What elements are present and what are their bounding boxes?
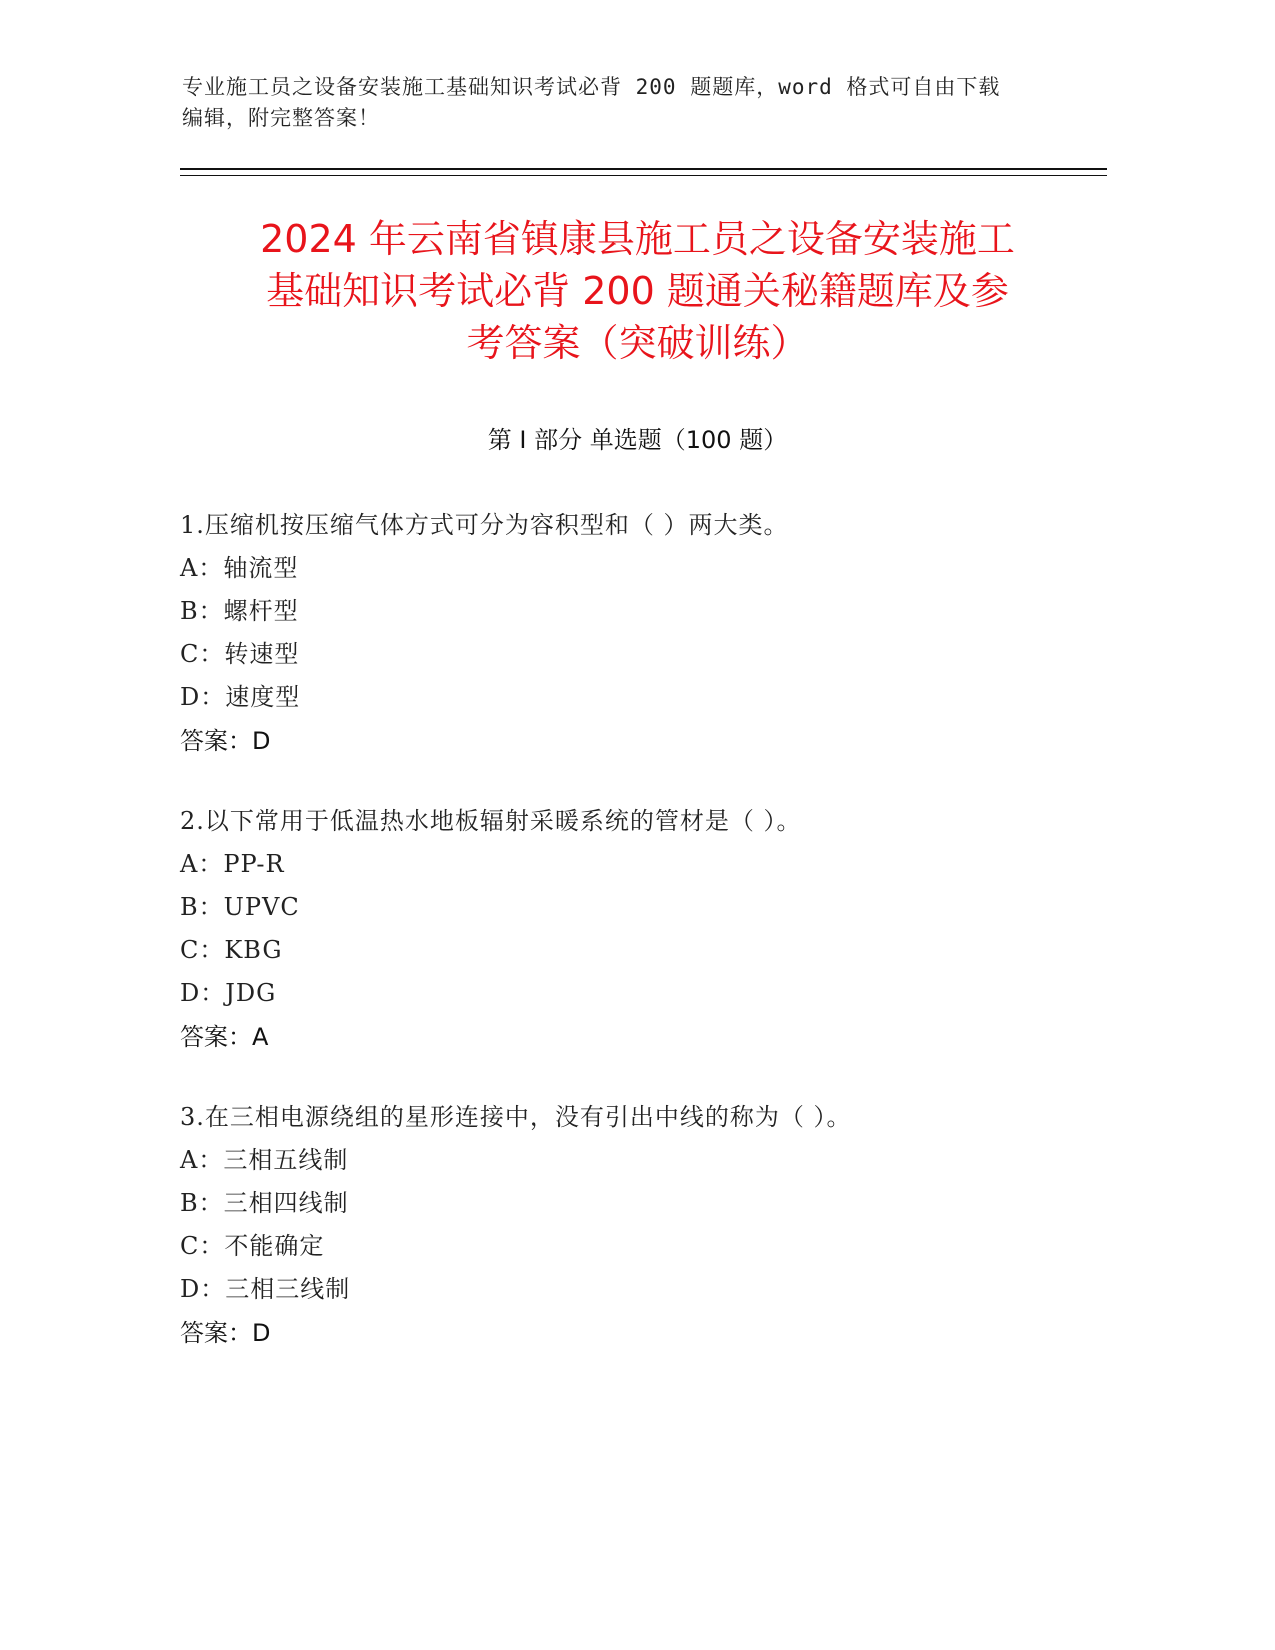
option-key: B： xyxy=(180,1189,224,1217)
option-c xyxy=(180,1225,1120,1268)
question-stem: 3.在三相电源绕组的星形连接中，没有引出中线的称为（ ）。 xyxy=(180,1103,852,1131)
option-key: B： xyxy=(180,893,224,921)
option-key: B： xyxy=(180,597,224,625)
answer: 答案：D xyxy=(180,727,271,755)
option-text: KBG xyxy=(224,936,283,964)
title-line-3: 考答案（突破训练） xyxy=(466,321,809,365)
header-rule-thick xyxy=(180,168,1107,170)
option-a xyxy=(180,1139,1120,1182)
question-1 xyxy=(180,503,1120,763)
option-text: JDG xyxy=(225,979,277,1007)
question-stem: 2.以下常用于低温热水地板辐射采暖系统的管材是（ ）。 xyxy=(180,807,802,835)
option-b xyxy=(180,590,1120,633)
option-c xyxy=(180,929,1120,972)
header-rule-thin xyxy=(180,175,1107,176)
option-text: UPVC xyxy=(223,893,300,921)
option-c xyxy=(180,633,1120,676)
option-key: C： xyxy=(180,640,225,668)
option-a xyxy=(180,547,1120,590)
header-note xyxy=(182,72,1082,134)
option-b xyxy=(180,1182,1120,1225)
question-list xyxy=(180,503,1120,1391)
title-line-1: 2024 年云南省镇康县施工员之设备安装施工 xyxy=(260,217,1015,261)
option-text: 三相三线制 xyxy=(225,1275,351,1303)
title-line-2: 基础知识考试必背 200 题通关秘籍题库及参 xyxy=(266,269,1009,313)
option-key: D： xyxy=(180,683,226,711)
answer: 答案：D xyxy=(180,1319,271,1347)
option-d xyxy=(180,972,1120,1015)
option-key: A： xyxy=(180,850,224,878)
header-note-line-2: 编辑，附完整答案！ xyxy=(182,106,380,130)
option-key: C： xyxy=(180,1232,225,1260)
question-2 xyxy=(180,799,1120,1059)
option-d xyxy=(180,676,1120,719)
option-key: D： xyxy=(180,979,226,1007)
answer: 答案：A xyxy=(180,1023,269,1051)
option-text: 速度型 xyxy=(225,683,301,711)
option-b xyxy=(180,886,1120,929)
option-key: A： xyxy=(180,554,224,582)
option-text: 不能确定 xyxy=(224,1232,325,1260)
option-text: 螺杆型 xyxy=(223,597,299,625)
option-a xyxy=(180,843,1120,886)
option-d xyxy=(180,1268,1120,1311)
section-heading: 第 I 部分 单选题（100 题） xyxy=(487,426,788,454)
document-title xyxy=(150,213,1125,369)
option-text: 转速型 xyxy=(224,640,300,668)
header-note-line-1: 专业施工员之设备安装施工基础知识考试必背 200 题题库，word 格式可自由下载 xyxy=(182,75,1001,99)
question-3 xyxy=(180,1095,1120,1355)
option-key: D： xyxy=(180,1275,226,1303)
option-key: A： xyxy=(180,1146,224,1174)
question-stem: 1.压缩机按压缩气体方式可分为容积型和（ ）两大类。 xyxy=(180,511,789,539)
option-text: 三相四线制 xyxy=(223,1189,349,1217)
option-key: C： xyxy=(180,936,225,964)
option-text: 轴流型 xyxy=(223,554,299,582)
option-text: 三相五线制 xyxy=(223,1146,349,1174)
option-text: PP-R xyxy=(223,850,285,878)
